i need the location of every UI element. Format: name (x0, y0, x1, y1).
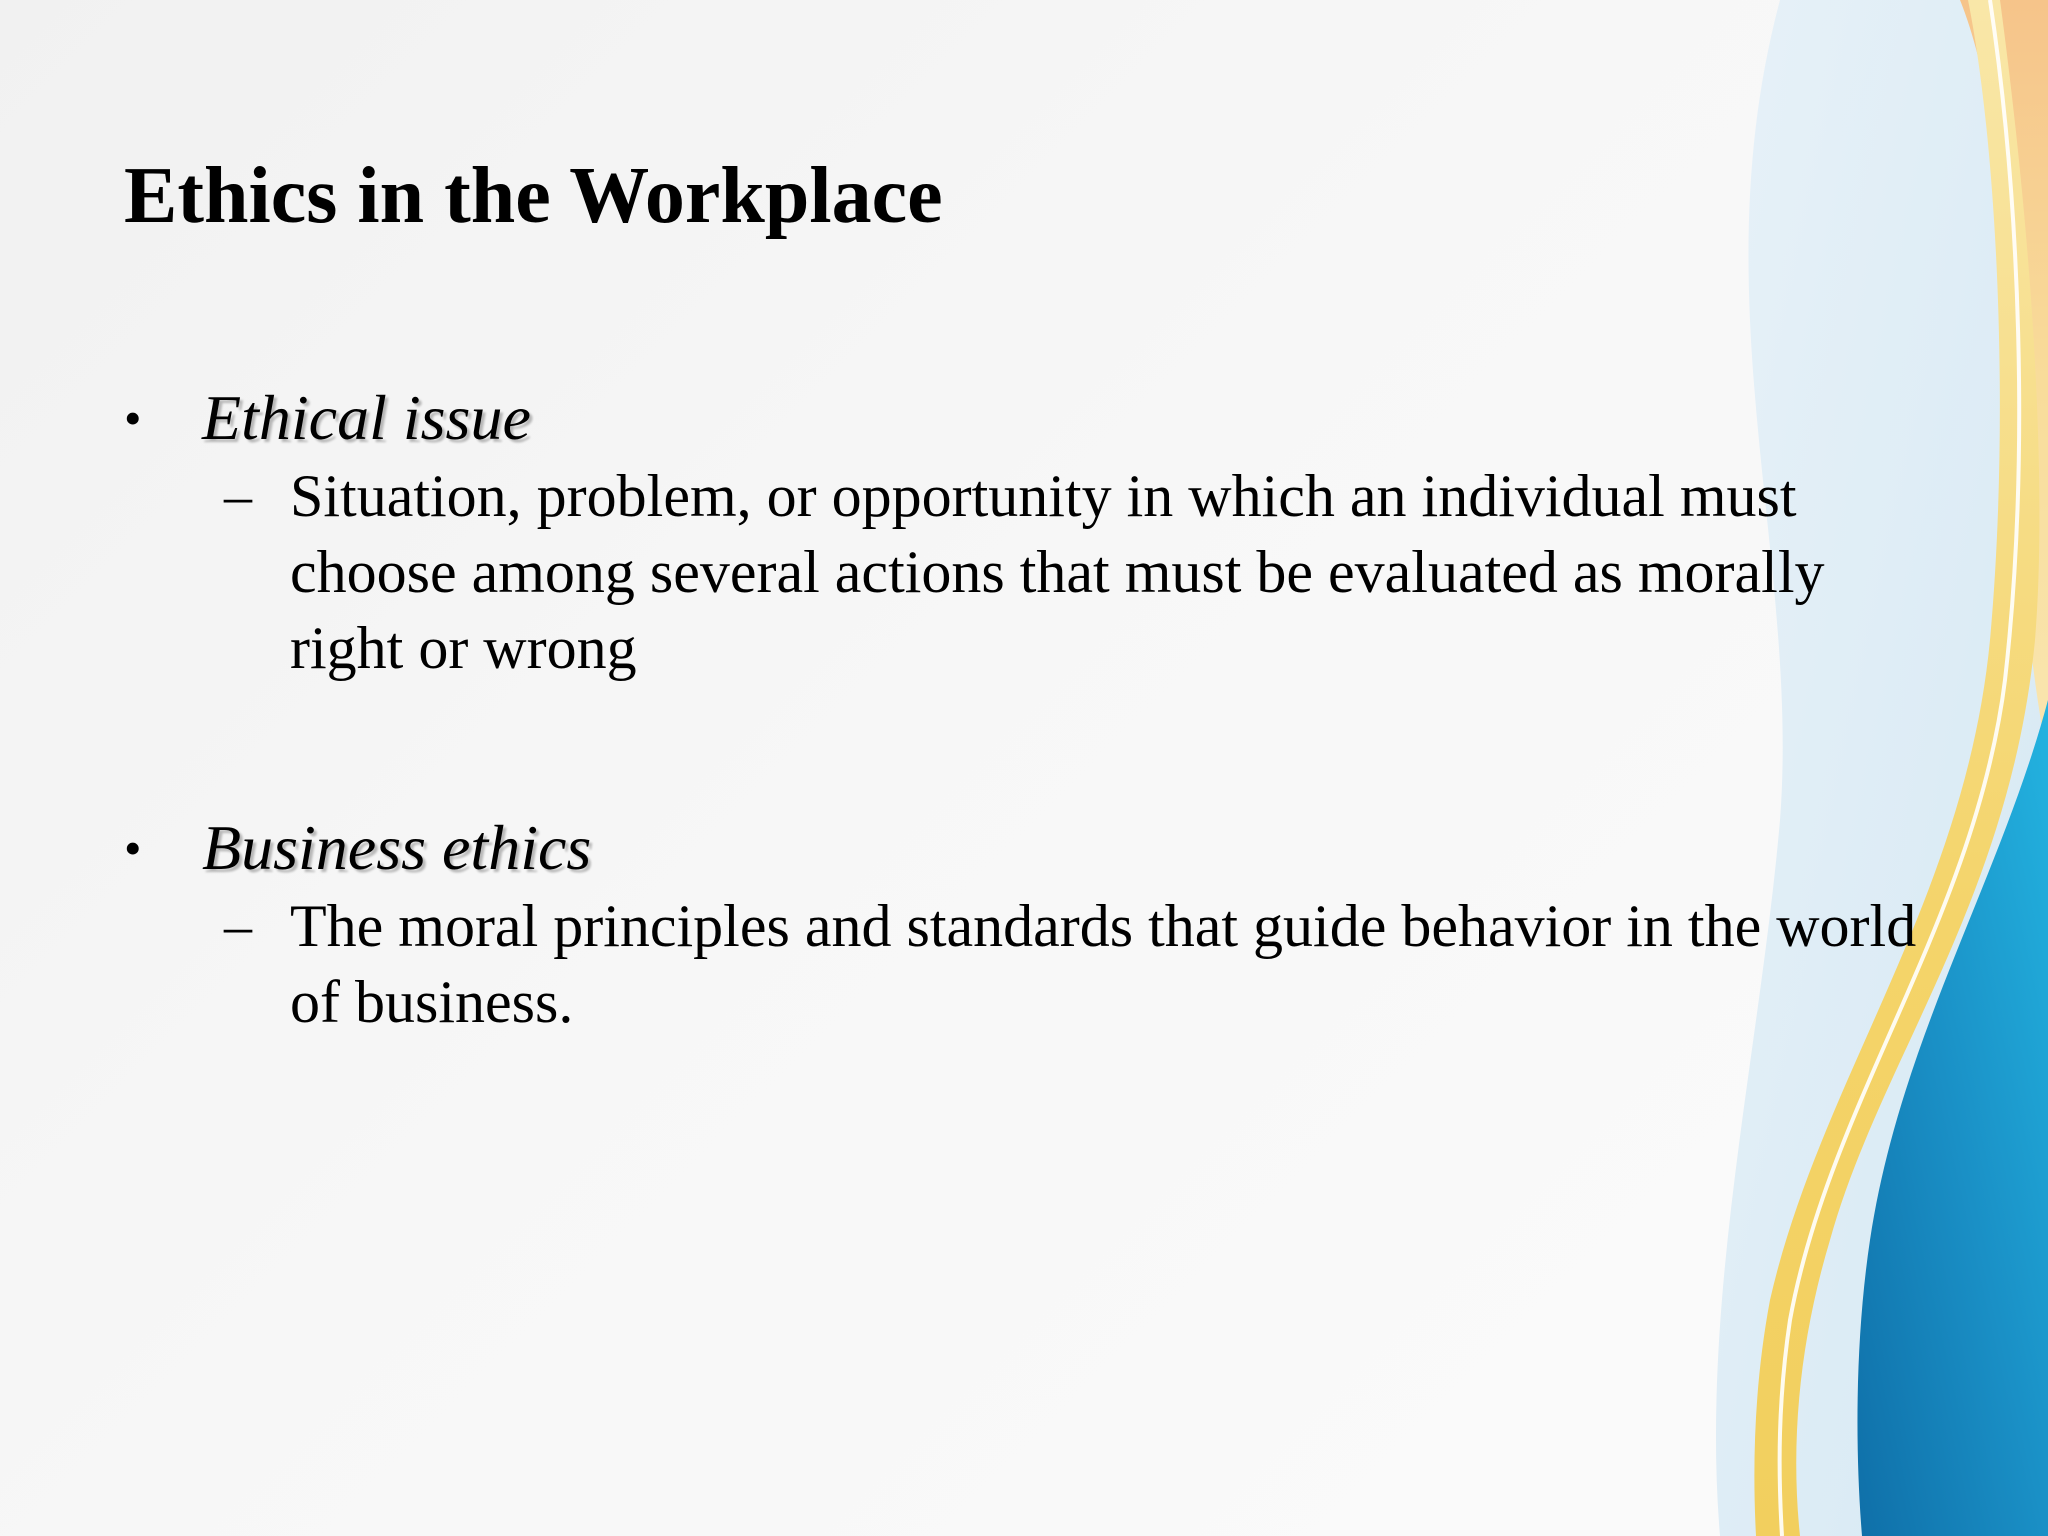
bullet-marker: • (124, 820, 142, 876)
sub-bullet-row (124, 888, 1924, 1040)
bullet-item-ethical-issue (124, 378, 1924, 686)
sub-bullet-definition: Situation, problem, or opportunity in which an individual must choose among several actions that must be evaluated as morally right or wrong (290, 463, 1825, 681)
bullet-heading: Ethical issue (202, 382, 531, 453)
dash-marker: – (224, 465, 252, 527)
slide-title: Ethics in the Workplace (124, 152, 943, 240)
bullet-heading-row (124, 808, 1924, 888)
bullet-marker: • (124, 390, 142, 446)
dash-marker: – (224, 895, 252, 957)
bullet-heading: Business ethics (202, 812, 592, 883)
bullet-item-business-ethics (124, 808, 1924, 1040)
sub-bullet-row (124, 458, 1924, 686)
bullet-heading-row (124, 378, 1924, 458)
sub-bullet-definition: The moral principles and standards that guide behavior in the world of business. (290, 893, 1917, 1035)
